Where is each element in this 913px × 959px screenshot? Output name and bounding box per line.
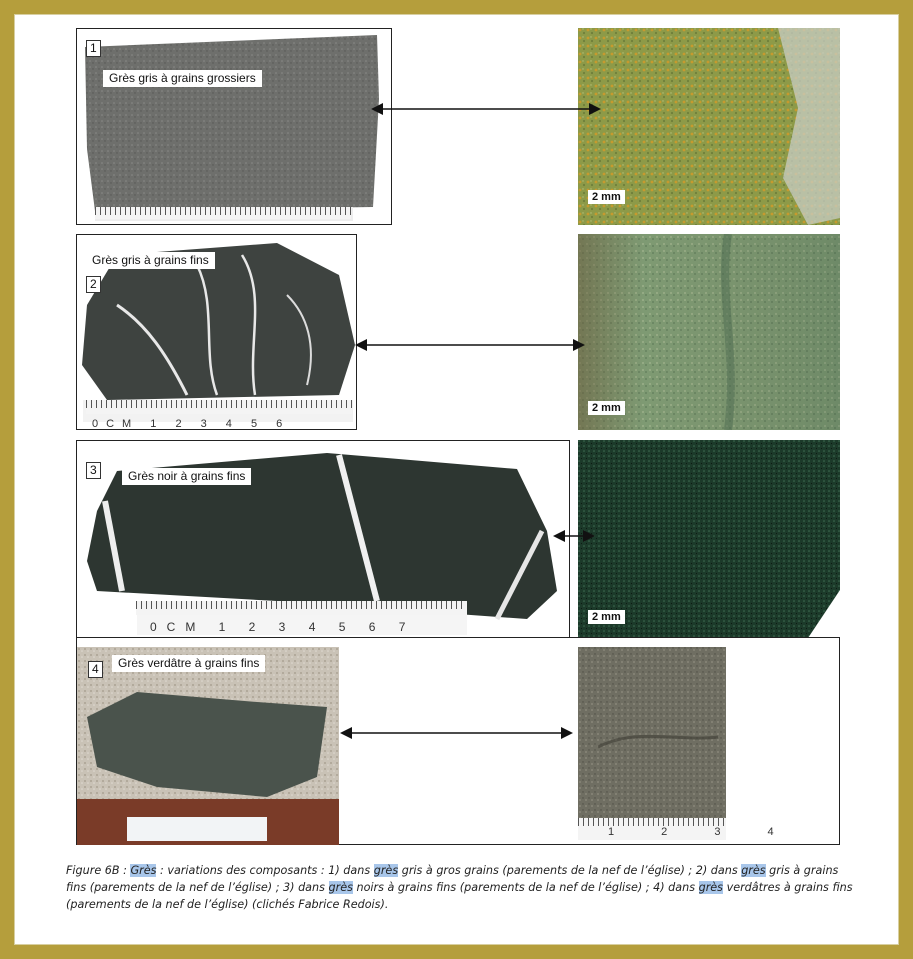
panel-2-label: Grès gris à grains fins: [86, 252, 215, 269]
ruler-2: [86, 400, 352, 414]
panel-4-number: 4: [88, 661, 103, 678]
rock-photo-4: [77, 647, 339, 845]
figure-caption: [66, 862, 856, 913]
caption-text: Figure 6B :: [66, 864, 131, 877]
ruler-2-numbers: 0CM 1 2 3 4 5 6: [92, 418, 291, 430]
caption-highlight: grès: [741, 864, 766, 877]
panel-2-scale: 2 mm: [588, 401, 625, 415]
rock-photo-1: [77, 29, 391, 224]
caption-highlight: Grès: [130, 864, 157, 877]
panel-1-scale: 2 mm: [588, 190, 625, 204]
micro-photo-4: [578, 647, 726, 819]
panel-1-number: 1: [86, 40, 101, 57]
panel-3-scale: 2 mm: [588, 610, 625, 624]
panel-1-label: Grès gris à grains grossiers: [103, 70, 262, 87]
caption-highlight: grès: [373, 864, 399, 877]
ruler-3: [136, 601, 466, 615]
ruler-4-numbers: 1 2 3 4: [608, 826, 796, 838]
caption-text: verdâtres à grains fins (parements de la nef de l’église) (clichés Fabrice Redois).: [66, 881, 853, 911]
panel-4-label: Grès verdâtre à grains fins: [112, 655, 265, 672]
caption-text: gris à gros grains (parements de la nef de l’église) ; 2) dans: [398, 864, 742, 877]
ruler-3-numbers: 0CM 1 2 3 4 5 6 7: [150, 620, 416, 634]
panel-3-number: 3: [86, 462, 101, 479]
panel-3-label: Grès noir à grains fins: [122, 468, 251, 485]
caption-text: gris à grains fins (parements de la nef de l’église) ; 3) dans: [66, 864, 839, 894]
panel-2-number: 2: [86, 276, 101, 293]
micro-photo-3: [578, 440, 840, 638]
ruler-1: [95, 207, 351, 219]
caption-highlight: grès: [698, 881, 724, 894]
caption-highlight: grès: [328, 881, 353, 894]
caption-text: noirs à grains fins (parements de la nef de l’église) ; 4) dans: [352, 881, 699, 894]
caption-text: : variations des composants : 1) dans: [156, 864, 374, 877]
